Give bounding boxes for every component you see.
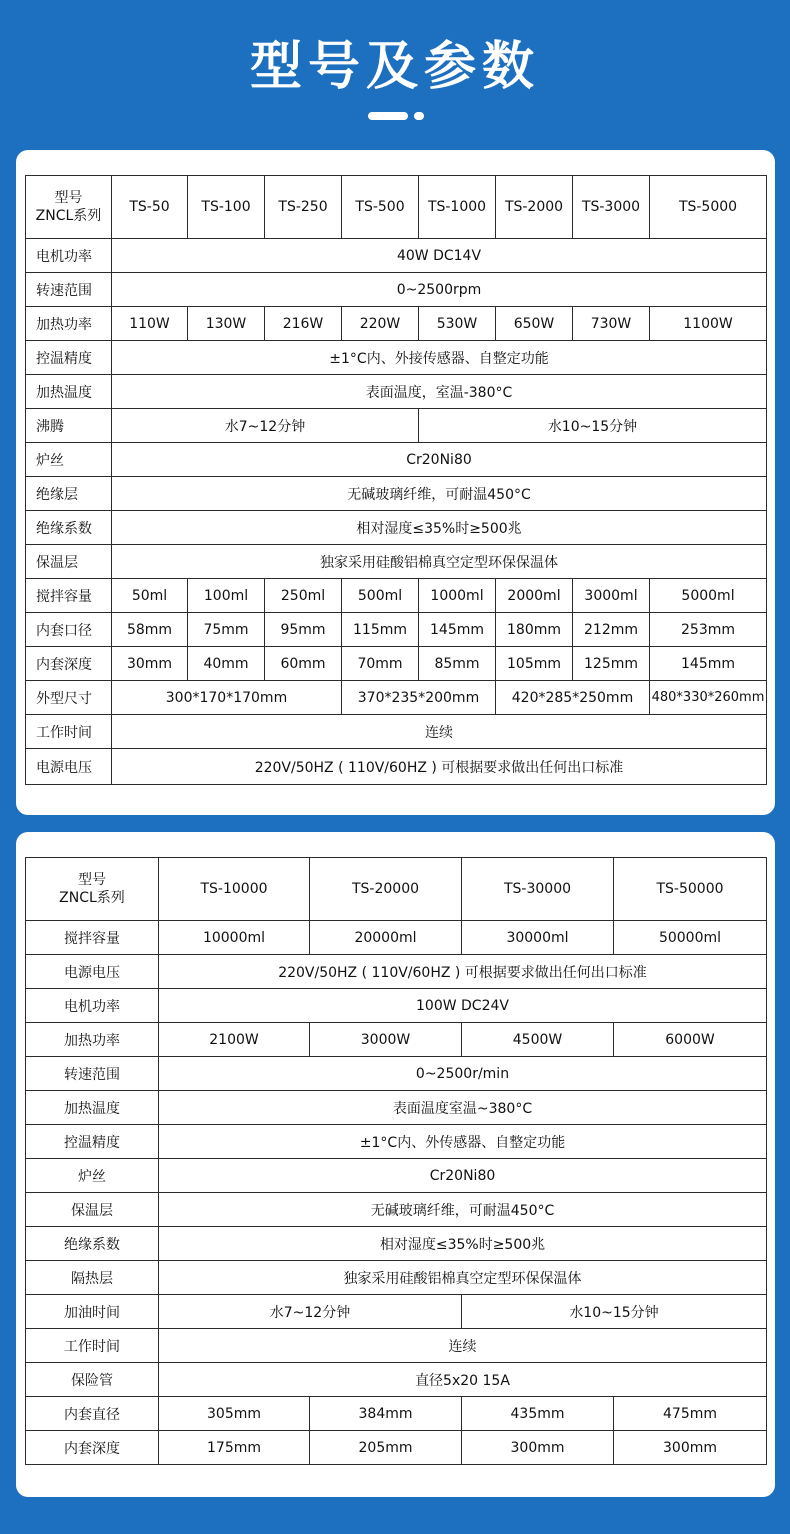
motor-power-value: 40W DC14V [112,239,767,273]
stir-capacity-cell: 500ml [342,579,419,613]
inner-depth-cell: 175mm [159,1431,310,1465]
stir-capacity-cell: 5000ml [650,579,767,613]
oil-time-cell: 水7~12分钟 [159,1295,462,1329]
table-row [26,239,767,273]
inner-depth-cell: 205mm [310,1431,462,1465]
thermal-layer-value: 无碱玻璃纤维，可耐温450°C [159,1193,767,1227]
wire-value: Cr20Ni80 [159,1159,767,1193]
table-row [26,1091,767,1125]
table-row [26,1023,767,1057]
inner-depth-cell: 300mm [614,1431,767,1465]
model-cell: TS-1000 [419,176,496,239]
table-row [26,1329,767,1363]
model-header-cell [26,858,159,921]
heating-power-cell: 220W [342,307,419,341]
row-label: 内套深度 [26,647,112,681]
stir-capacity-cell: 10000ml [159,921,310,955]
heating-power-cell: 110W [112,307,188,341]
heating-temp-value: 表面温度室温~380°C [159,1091,767,1125]
stir-capacity-cell: 50ml [112,579,188,613]
row-label: 控温精度 [26,341,112,375]
insulation-coef-value: 相对湿度≤35%时≥500兆 [112,511,767,545]
stir-capacity-cell: 2000ml [496,579,573,613]
model-cell: TS-2000 [496,176,573,239]
temp-precision-value: ±1°C内、外接传感器、自整定功能 [112,341,767,375]
power-voltage-value: 220V/50HZ ( 110V/60HZ ) 可根据要求做出任何出口标准 [112,749,767,785]
table-row [26,1159,767,1193]
model-cell: TS-10000 [159,858,310,921]
inner-diameter-cell: 75mm [188,613,265,647]
row-label: 转速范围 [26,273,112,307]
table-row [26,858,767,921]
row-label: 外型尺寸 [26,681,112,715]
row-label: 绝缘系数 [26,1227,159,1261]
table-row [26,1125,767,1159]
row-label: 内套直径 [26,1397,159,1431]
row-label: 加油时间 [26,1295,159,1329]
heating-power-cell: 4500W [462,1023,614,1057]
inner-depth-cell: 30mm [112,647,188,681]
boiling-time-cell: 水10~15分钟 [419,409,767,443]
wire-value: Cr20Ni80 [112,443,767,477]
row-label: 沸腾 [26,409,112,443]
spec-card-large-models [16,832,775,1497]
inner-diameter-cell: 58mm [112,613,188,647]
insulation-layer-value: 无碱玻璃纤维，可耐温450°C [112,477,767,511]
row-label: 保温层 [26,1193,159,1227]
inner-depth-cell: 60mm [265,647,342,681]
outer-size-cell: 480*330*260mm [650,681,767,715]
table-row [26,1057,767,1091]
table-row [26,647,767,681]
model-cell: TS-50 [112,176,188,239]
row-label: 电源电压 [26,955,159,989]
row-label: 电机功率 [26,239,112,273]
inner-depth-cell: 300mm [462,1431,614,1465]
row-label: 控温精度 [26,1125,159,1159]
heating-power-cell: 650W [496,307,573,341]
heating-power-cell: 216W [265,307,342,341]
table-row [26,579,767,613]
stir-capacity-cell: 250ml [265,579,342,613]
outer-size-cell: 370*235*200mm [342,681,496,715]
table-row [26,511,767,545]
spec-table-small-models [25,175,767,785]
inner-depth-cell: 145mm [650,647,767,681]
page-header [0,0,790,150]
row-label: 保温层 [26,545,112,579]
table-row [26,1295,767,1329]
inner-diameter-cell: 305mm [159,1397,310,1431]
title-underline [368,112,408,120]
inner-depth-cell: 85mm [419,647,496,681]
row-label: 电机功率 [26,989,159,1023]
heating-power-cell: 3000W [310,1023,462,1057]
table-row [26,921,767,955]
table-row [26,409,767,443]
page-title: 型号及参数 [249,37,540,97]
power-voltage-value: 220V/50HZ ( 110V/60HZ ) 可根据要求做出任何出口标准 [159,955,767,989]
inner-diameter-cell: 253mm [650,613,767,647]
row-label: 内套口径 [26,613,112,647]
inner-diameter-cell: 384mm [310,1397,462,1431]
table-row [26,613,767,647]
inner-diameter-cell: 475mm [614,1397,767,1431]
model-cell: TS-5000 [650,176,767,239]
inner-diameter-cell: 212mm [573,613,650,647]
row-label: 绝缘层 [26,477,112,511]
row-label: 绝缘系数 [26,511,112,545]
inner-depth-cell: 125mm [573,647,650,681]
stir-capacity-cell: 100ml [188,579,265,613]
row-label: 保险管 [26,1363,159,1397]
stir-capacity-cell: 1000ml [419,579,496,613]
model-cell: TS-100 [188,176,265,239]
table-row [26,375,767,409]
row-label: 加热温度 [26,375,112,409]
model-cell: TS-50000 [614,858,767,921]
row-label: 炉丝 [26,1159,159,1193]
table-row [26,477,767,511]
table-row [26,307,767,341]
title-underline-dot [414,112,424,120]
table-row [26,341,767,375]
model-cell: TS-3000 [573,176,650,239]
inner-depth-cell: 105mm [496,647,573,681]
outer-size-cell: 420*285*250mm [496,681,650,715]
inner-depth-cell: 70mm [342,647,419,681]
outer-size-cell: 300*170*170mm [112,681,342,715]
insulation-coef-value: 相对湿度≤35%时≥500兆 [159,1227,767,1261]
model-header-label: 型号 [78,872,106,888]
row-label: 工作时间 [26,715,112,749]
oil-time-cell: 水10~15分钟 [462,1295,767,1329]
heating-power-cell: 730W [573,307,650,341]
thermal-layer-value: 独家采用硅酸铝棉真空定型环保保温体 [112,545,767,579]
boiling-time-cell: 水7~12分钟 [112,409,419,443]
table-row [26,955,767,989]
spec-table-large-models [25,857,767,1465]
row-label: 加热温度 [26,1091,159,1125]
heating-temp-value: 表面温度，室温-380°C [112,375,767,409]
work-time-value: 连续 [112,715,767,749]
row-label: 加热功率 [26,1023,159,1057]
temp-precision-value: ±1°C内、外传感器、自整定功能 [159,1125,767,1159]
series-header-label: ZNCL系列 [35,208,102,224]
row-label: 加热功率 [26,307,112,341]
table-row [26,1363,767,1397]
table-row [26,545,767,579]
row-label: 工作时间 [26,1329,159,1363]
model-cell: TS-30000 [462,858,614,921]
row-label: 炉丝 [26,443,112,477]
inner-diameter-cell: 435mm [462,1397,614,1431]
table-row [26,1193,767,1227]
fuse-value: 直径5x20 15A [159,1363,767,1397]
table-row [26,1261,767,1295]
table-row [26,1431,767,1465]
row-label: 转速范围 [26,1057,159,1091]
inner-diameter-cell: 115mm [342,613,419,647]
table-row [26,715,767,749]
heating-power-cell: 1100W [650,307,767,341]
stir-capacity-cell: 30000ml [462,921,614,955]
inner-depth-cell: 40mm [188,647,265,681]
row-label: 搅拌容量 [26,921,159,955]
row-label: 电源电压 [26,749,112,785]
heating-power-cell: 130W [188,307,265,341]
model-cell: TS-500 [342,176,419,239]
table-row [26,273,767,307]
table-row [26,176,767,239]
spec-card-small-models [16,150,775,815]
speed-range-value: 0~2500rpm [112,273,767,307]
inner-diameter-cell: 145mm [419,613,496,647]
stir-capacity-cell: 20000ml [310,921,462,955]
work-time-value: 连续 [159,1329,767,1363]
table-row [26,1227,767,1261]
stir-capacity-cell: 50000ml [614,921,767,955]
inner-diameter-cell: 180mm [496,613,573,647]
row-label: 内套深度 [26,1431,159,1465]
heat-shield-value: 独家采用硅酸铝棉真空定型环保保温体 [159,1261,767,1295]
table-row [26,1397,767,1431]
heating-power-cell: 530W [419,307,496,341]
model-header-label: 型号 [54,190,83,206]
stir-capacity-cell: 3000ml [573,579,650,613]
heating-power-cell: 2100W [159,1023,310,1057]
speed-range-value: 0~2500r/min [159,1057,767,1091]
table-row [26,749,767,785]
model-cell: TS-20000 [310,858,462,921]
inner-diameter-cell: 95mm [265,613,342,647]
model-header-cell [26,176,112,239]
table-row [26,989,767,1023]
model-cell: TS-250 [265,176,342,239]
heating-power-cell: 6000W [614,1023,767,1057]
row-label: 隔热层 [26,1261,159,1295]
table-row [26,681,767,715]
row-label: 搅拌容量 [26,579,112,613]
table-row [26,443,767,477]
motor-power-value: 100W DC24V [159,989,767,1023]
series-header-label: ZNCL系列 [59,890,125,906]
